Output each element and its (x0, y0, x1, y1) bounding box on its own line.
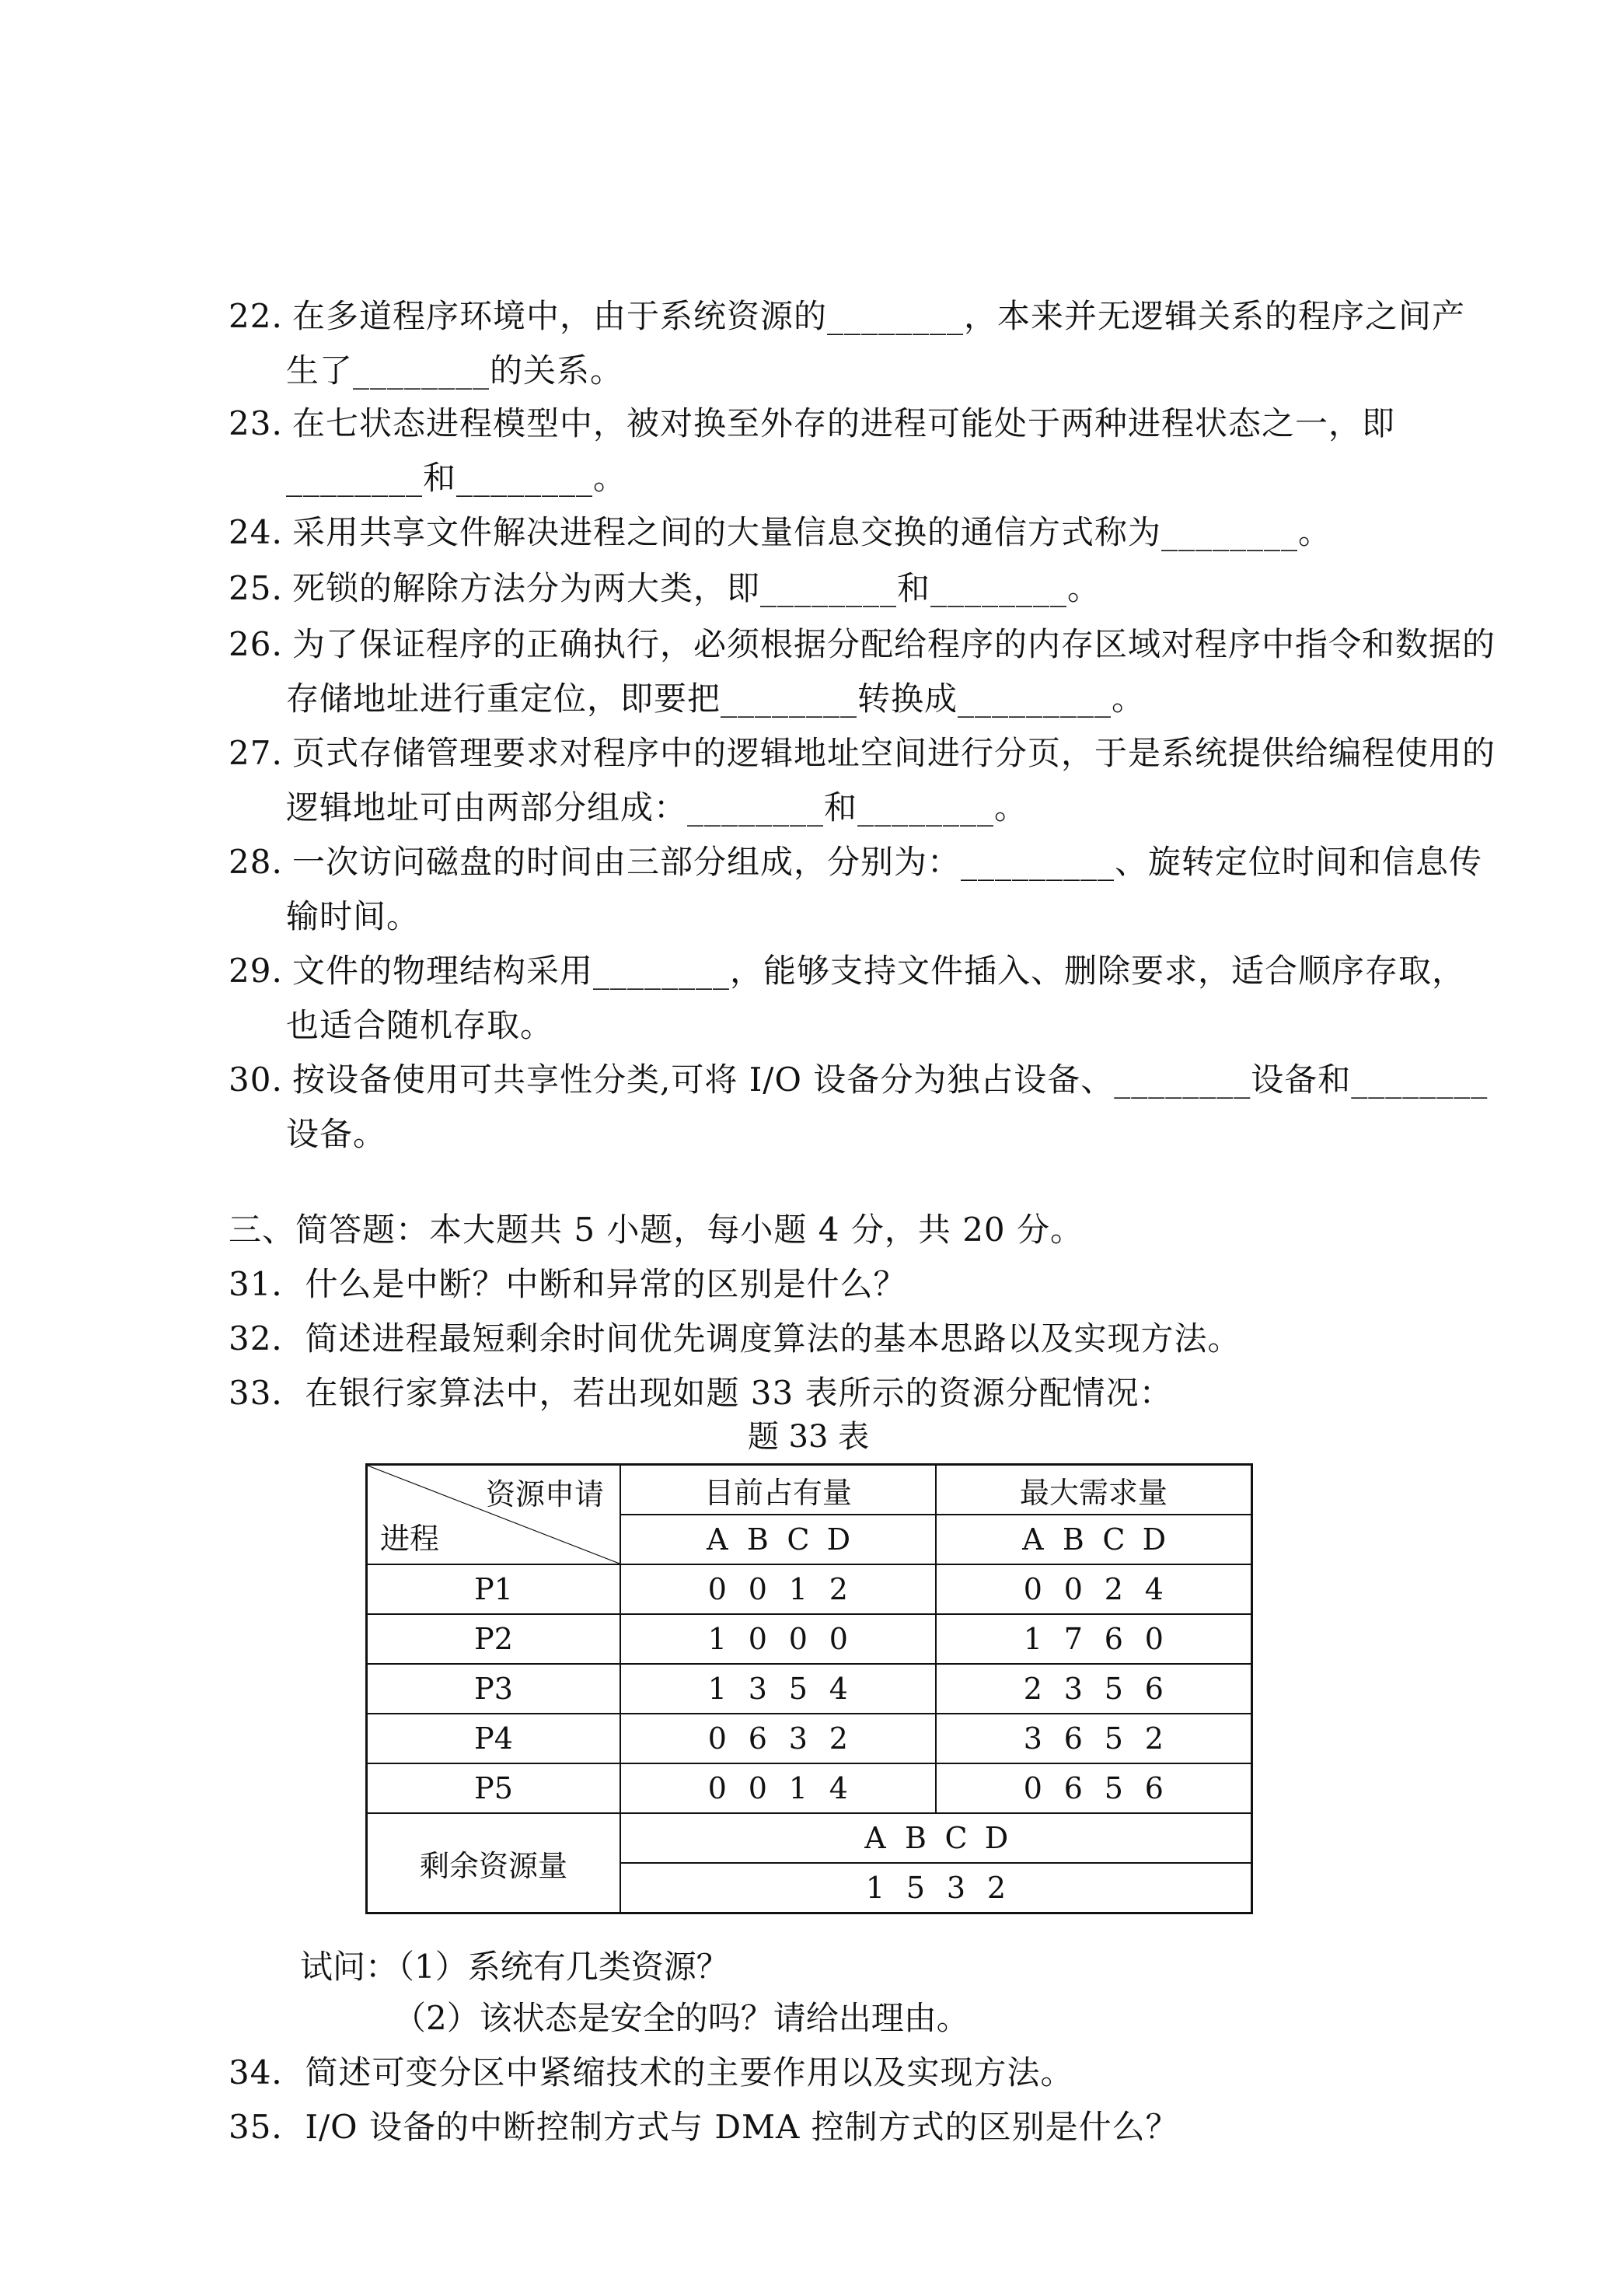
question-number: 28. (229, 843, 283, 881)
header-alloc: 目前占有量 (620, 1465, 936, 1515)
question-text-line2: 设备。 (286, 1115, 387, 1153)
question-text-line1: 死锁的解除方法分为两大类，即________和________。 (292, 569, 1101, 607)
fill-question (229, 397, 1410, 505)
fill-question (229, 617, 1496, 726)
alloc-values: 1 0 0 0 (620, 1614, 936, 1664)
question-number: 25. (229, 569, 283, 607)
fill-question (229, 561, 1410, 616)
question-text-line1: 采用共享文件解决进程之间的大量信息交换的通信方式称为________。 (292, 513, 1332, 551)
question-number: 27. (229, 734, 283, 772)
question-text-line1: 按设备使用可共享性分类,可将 I/O 设备分为独占设备、________设备和________ (292, 1061, 1489, 1099)
fill-question (229, 289, 1466, 398)
question-34: 34．简述可变分区中紧缩技术的主要作用以及实现方法。 (229, 2053, 1074, 2092)
sub-question-1: 试问：（1）系统有几类资源？ (300, 1948, 729, 1986)
process-rows (367, 1564, 1252, 1813)
table-caption: 题 33 表 (747, 1419, 870, 1455)
max-letters: A B C D (936, 1515, 1252, 1564)
remaining-letters: A B C D (620, 1813, 1252, 1863)
header-max: 最大需求量 (936, 1465, 1252, 1515)
corner-label-resource: 资源申请 (485, 1477, 604, 1511)
process-name: P2 (367, 1614, 621, 1664)
question-text-line2: ________和________。 (286, 459, 627, 497)
question-number: 26. (229, 625, 283, 663)
question-31: 31．什么是中断？中断和异常的区别是什么？ (229, 1265, 907, 1303)
fill-question (229, 835, 1483, 944)
question-text-line1: 在多道程序环境中，由于系统资源的________，本来并无逻辑关系的程序之间产 (292, 297, 1466, 335)
question-number: 24. (229, 513, 283, 551)
question-text-line1: 在七状态进程模型中，被对换至外存的进程可能处于两种进程状态之一，即 (292, 404, 1396, 442)
question-33: 33．在银行家算法中，若出现如题 33 表所示的资源分配情况： (229, 1374, 1173, 1412)
question-text-line1: 一次访问磁盘的时间由三部分组成，分别为：_________、旋转定位时间和信息传 (292, 843, 1483, 881)
question-text-line1: 页式存储管理要求对程序中的逻辑地址空间进行分页，于是系统提供给编程使用的 (292, 734, 1496, 772)
question-text-line2: 存储地址进行重定位，即要把________转换成_________。 (286, 680, 1146, 718)
alloc-values: 1 3 5 4 (620, 1664, 936, 1714)
process-name: P5 (367, 1763, 621, 1813)
fill-question (229, 944, 1466, 1053)
section-3-heading: 三、简答题：本大题共 5 小题，每小题 4 分，共 20 分。 (229, 1211, 1084, 1249)
table-row (367, 1763, 1252, 1813)
fill-question (229, 1053, 1489, 1162)
max-values: 0 0 2 4 (936, 1564, 1252, 1614)
process-name: P4 (367, 1714, 621, 1763)
fill-question (229, 505, 1410, 560)
alloc-values: 0 0 1 4 (620, 1763, 936, 1813)
max-values: 0 6 5 6 (936, 1763, 1252, 1813)
alloc-letters: A B C D (620, 1515, 936, 1564)
process-name: P1 (367, 1564, 621, 1614)
question-text-line2: 输时间。 (286, 897, 421, 935)
fill-question (229, 726, 1496, 835)
question-number: 23. (229, 404, 283, 442)
table-row (367, 1564, 1252, 1614)
max-values: 1 7 6 0 (936, 1614, 1252, 1664)
bankers-table (365, 1463, 1253, 1914)
table-row (367, 1664, 1252, 1714)
table-row (367, 1714, 1252, 1763)
alloc-values: 0 0 1 2 (620, 1564, 936, 1614)
alloc-values: 0 6 3 2 (620, 1714, 936, 1763)
question-number: 29. (229, 952, 283, 990)
question-text-line1: 文件的物理结构采用________，能够支持文件插入、删除要求，适合顺序存取， (292, 952, 1466, 990)
question-text-line2: 也适合随机存取。 (286, 1006, 554, 1044)
table-row (367, 1614, 1252, 1664)
question-text-line2: 生了________的关系。 (286, 351, 624, 390)
question-text-line1: 为了保证程序的正确执行，必须根据分配给程序的内存区域对程序中指令和数据的 (292, 625, 1496, 663)
question-number: 22. (229, 297, 283, 335)
corner-label-process: 进程 (380, 1522, 440, 1556)
remaining-label: 剩余资源量 (367, 1813, 621, 1913)
question-number: 30. (229, 1061, 283, 1099)
sub-question-2: （2）该状态是安全的吗？请给出理由。 (393, 1999, 969, 2037)
question-32: 32．简述进程最短剩余时间优先调度算法的基本思路以及实现方法。 (229, 1319, 1241, 1358)
table-corner-cell (367, 1465, 621, 1565)
question-35: 35．I/O 设备的中断控制方式与 DMA 控制方式的区别是什么？ (229, 2108, 1179, 2146)
max-values: 2 3 5 6 (936, 1664, 1252, 1714)
question-text-line2: 逻辑地址可由两部分组成：________和________。 (286, 788, 1028, 826)
max-values: 3 6 5 2 (936, 1714, 1252, 1763)
remaining-values: 1 5 3 2 (620, 1863, 1252, 1913)
process-name: P3 (367, 1664, 621, 1714)
